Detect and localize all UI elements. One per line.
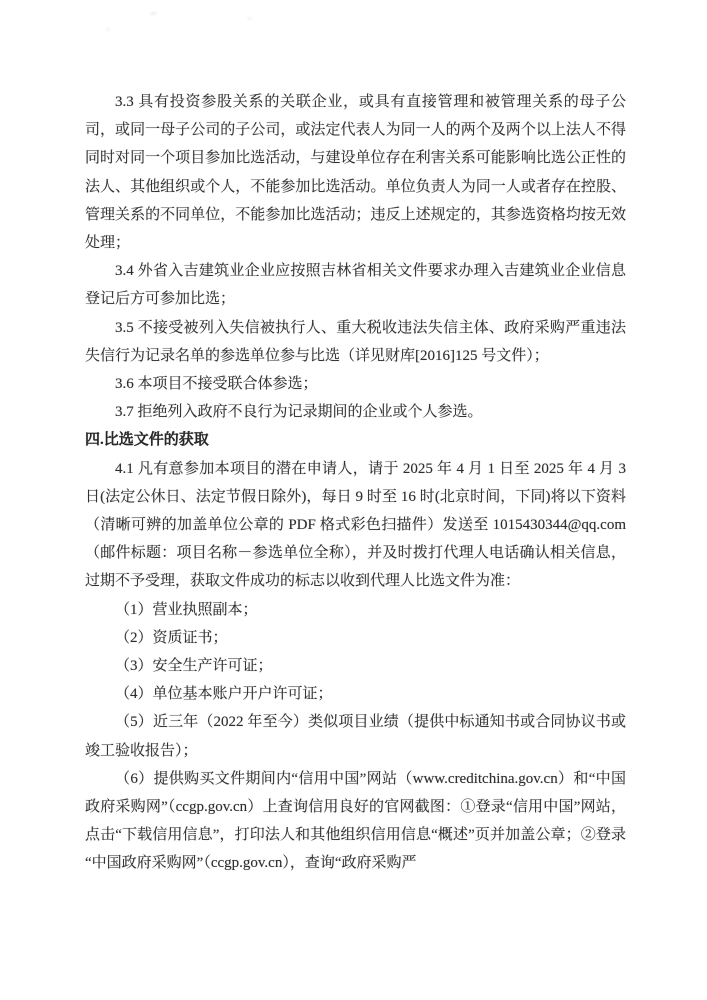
required-document-item-5: （5）近三年（2022 年至今）类似项目业绩（提供中标通知书或合同协议书或竣工验收报告）； — [85, 714, 626, 759]
clause-3-6: 3.6 本项目不接受联合体参选； — [115, 376, 318, 393]
document-body — [85, 88, 626, 878]
clause-3-3: 3.3 具有投资参股关系的关联企业，或具有直接管理和被管理关系的母子公司，或同一母子公司的子公司，或法定代表人为同一人的两个及两个以上法人不得同时对同一个项目参加比选活动，与建设单位存在利害关系可能影响比选公正性的法人、其他组织或个人，不能参加比选活动。单位负责人为同一人或者存在控股、管理关系的不同单位，不能参加比选活动；违反上述规定的，其参选资格均按无效处理； — [85, 94, 626, 252]
section-heading-file-acquisition: 四.比选文件的获取 — [85, 432, 209, 449]
scan-artifact — [150, 11, 158, 16]
required-document-item-1: （1）营业执照副本； — [115, 601, 258, 618]
required-document-item-6: （6）提供购买文件期间内“信用中国”网站（www.creditchina.gov.cn）和“中国政府采购网”（ccgp.gov.cn）上查询信用良好的官网截图：①登录“信用中国”网站，点击“下载信用信息”，打印法人和其他组织信用信息“概述”页并加盖公章；②登录“中国政府采购网”（ccgp.gov.cn），查询“政府采购严 — [85, 770, 626, 872]
required-document-item-4: （4）单位基本账户开户许可证； — [115, 686, 333, 703]
scan-artifact — [247, 17, 252, 21]
required-document-item-3: （3）安全生产许可证； — [115, 658, 273, 675]
scan-artifact — [106, 28, 110, 31]
clause-3-4: 3.4 外省入吉建筑业企业应按照吉林省相关文件要求办理入吉建筑业企业信息登记后方可参加比选； — [85, 263, 626, 308]
clause-3-5: 3.5 不接受被列入失信被执行人、重大税收违法失信主体、政府采购严重违法失信行为记录名单的参选单位参与比选（详见财库[2016]125 号文件）； — [85, 319, 626, 364]
clause-4-1: 4.1 凡有意参加本项目的潜在申请人，请于 2025 年 4 月 1 日至 2025 年 4 月 3 日(法定公休日、法定节假日除外)，每日 9 时至 16 时(北京时间，下同)将以下资料（清晰可辨的加盖单位公章的 PDF 格式彩色扫描件）发送至 1015430344@qq.com（邮件标题：项目名称－参选单位全称），并及时拨打代理人电话确认相关信息，过期不予受理，获取文件成功的标志以收到代理人比选文件为准： — [85, 460, 626, 590]
required-document-item-2: （2）资质证书； — [115, 629, 228, 646]
clause-3-7: 3.7 拒绝列入政府不良行为记录期间的企业或个人参选。 — [115, 404, 483, 421]
